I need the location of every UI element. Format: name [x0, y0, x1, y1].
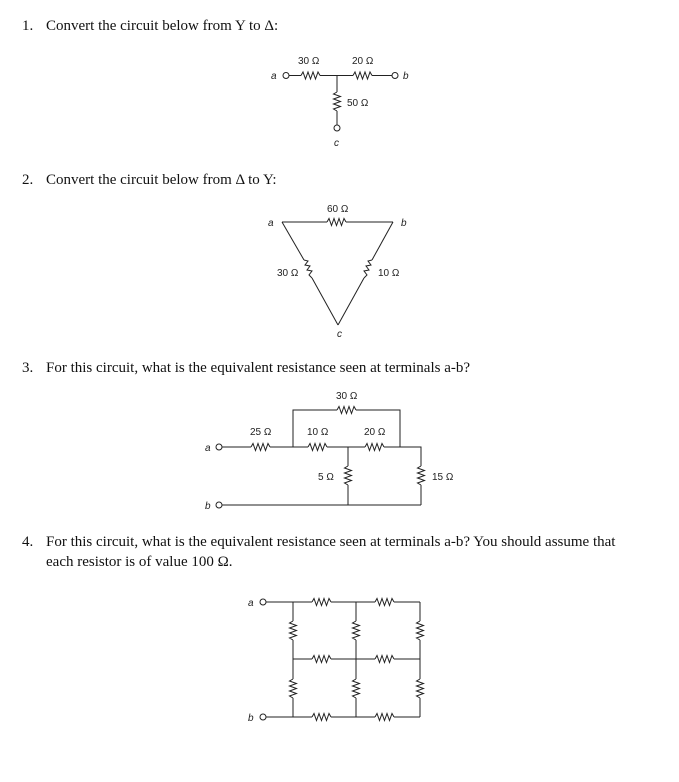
resistor-20: [353, 72, 372, 79]
terminal-a-node[interactable]: [283, 73, 289, 79]
resistor-50-label: 50 Ω: [347, 98, 369, 109]
terminal-a-label: a: [248, 598, 254, 609]
terminal-b-node[interactable]: [260, 714, 266, 720]
terminal-a-node[interactable]: [216, 444, 222, 450]
question-number: 4.: [22, 534, 34, 550]
question-number: 3.: [22, 360, 34, 376]
resistor-5-label: 5 Ω: [318, 472, 334, 483]
circuit-4: [248, 598, 424, 724]
terminal-b-label: b: [248, 713, 254, 724]
resistor-100: [353, 679, 360, 698]
terminal-b-label: b: [403, 71, 409, 82]
resistor-100: [290, 621, 297, 640]
question-text: For this circuit, what is the equivalent resistance seen at terminals a-b?: [46, 360, 471, 376]
terminal-a-node[interactable]: [260, 599, 266, 605]
terminal-c-label: c: [337, 329, 342, 340]
resistor-100: [312, 656, 331, 663]
resistor-15: [418, 466, 425, 485]
resistor-10: [364, 260, 372, 278]
question-text: Convert the circuit below from Δ to Y:: [46, 172, 277, 188]
resistor-100: [375, 656, 394, 663]
resistor-5: [345, 466, 352, 485]
resistor-10-label: 10 Ω: [307, 427, 329, 438]
resistor-30: [337, 407, 356, 414]
terminal-b-label: b: [401, 218, 407, 229]
terminal-b-node[interactable]: [392, 73, 398, 79]
resistor-10: [308, 444, 327, 451]
resistor-30-label: 30 Ω: [298, 56, 320, 67]
terminal-c-label: c: [334, 138, 339, 149]
question-number: 1.: [22, 18, 34, 34]
resistor-100: [353, 621, 360, 640]
question-number: 2.: [22, 172, 34, 188]
resistor-100: [417, 621, 424, 640]
resistor-60: [327, 219, 346, 226]
terminal-a-label: a: [205, 443, 211, 454]
terminal-b-label: b: [205, 501, 211, 512]
resistor-30-label: 30 Ω: [336, 391, 358, 402]
resistor-10-label: 10 Ω: [378, 268, 400, 279]
terminal-c-node[interactable]: [334, 125, 340, 131]
resistor-25: [251, 444, 270, 451]
resistor-60-label: 60 Ω: [327, 204, 349, 215]
circuit-1: [271, 56, 409, 149]
resistor-20-label: 20 Ω: [352, 56, 374, 67]
resistor-30: [301, 72, 320, 79]
resistor-20: [365, 444, 384, 451]
resistor-20-label: 20 Ω: [364, 427, 386, 438]
resistor-50: [334, 92, 341, 111]
resistor-25-label: 25 Ω: [250, 427, 272, 438]
resistor-30: [304, 260, 312, 278]
resistor-100: [312, 599, 331, 606]
resistor-100: [290, 679, 297, 698]
resistor-100: [375, 599, 394, 606]
terminal-a-label: a: [271, 71, 277, 82]
resistor-100: [417, 679, 424, 698]
terminal-b-node[interactable]: [216, 502, 222, 508]
resistor-15-label: 15 Ω: [432, 472, 454, 483]
resistor-30-label: 30 Ω: [277, 268, 299, 279]
question-text: For this circuit, what is the equivalent resistance seen at terminals a-b? You should assume that each resistor is of value 100 Ω.: [46, 534, 616, 570]
terminal-a-label: a: [268, 218, 274, 229]
circuit-3: [205, 391, 454, 512]
resistor-100: [312, 714, 331, 721]
question-text: Convert the circuit below from Y to Δ:: [46, 18, 279, 34]
circuit-2: [268, 204, 407, 340]
resistor-100: [375, 714, 394, 721]
